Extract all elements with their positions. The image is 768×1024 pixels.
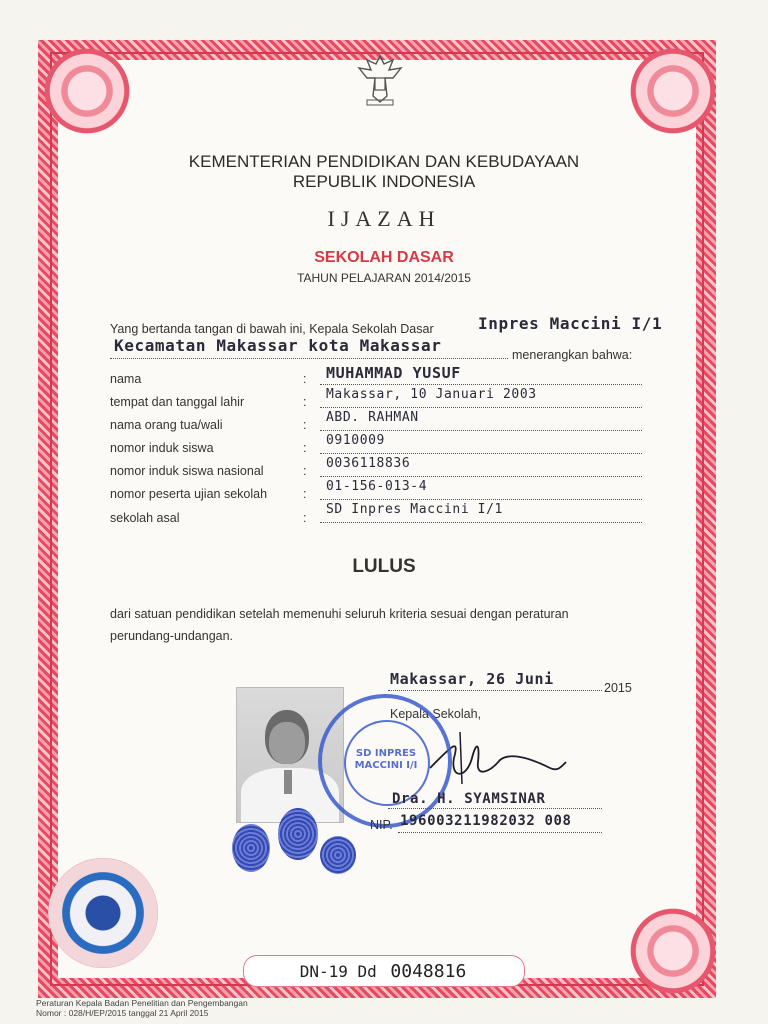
field-colon: :	[303, 511, 307, 525]
signature-place-date: Makassar, 26 Juni	[390, 670, 554, 688]
document-title: IJAZAH	[327, 206, 441, 231]
dotted-line	[320, 384, 642, 385]
footer-line-1: Peraturan Kepala Badan Penelitian dan Pengembangan	[36, 998, 248, 1008]
dotted-line	[320, 522, 642, 523]
result-lulus: LULUS	[352, 556, 416, 577]
dotted-line	[388, 808, 602, 809]
field-value-ttl: Makassar, 10 Januari 2003	[326, 387, 537, 402]
field-label-orang-tua: nama orang tua/wali	[110, 418, 223, 432]
serial-code: Dd	[357, 962, 377, 981]
field-colon: :	[303, 418, 307, 432]
nip-value: 196003211982032 008	[400, 813, 572, 829]
field-label-sekolah-asal: sekolah asal	[110, 511, 180, 525]
field-colon: :	[303, 487, 307, 501]
statement-line-1: dari satuan pendidikan setelah memenuhi seluruh kriteria sesuai dengan peraturan	[110, 607, 569, 621]
statement-line-2: perundang-undangan.	[110, 629, 234, 643]
school-name-handwritten: Inpres Maccini I/1	[478, 314, 663, 333]
field-value-sekolah-asal: SD Inpres Maccini I/1	[326, 502, 503, 517]
field-label-ttl: tempat dan tanggal lahir	[110, 395, 245, 409]
dotted-line	[110, 358, 508, 359]
stamp-text: SD INPRES MACCINI I/I	[354, 748, 418, 771]
school-level: SEKOLAH DASAR	[314, 249, 454, 266]
signature-role: Kepala Sekolah,	[390, 707, 482, 721]
serial-series: DN-19	[299, 962, 348, 981]
district-handwritten: Kecamatan Makassar kota Makassar	[114, 336, 442, 355]
signature-year: 2015	[604, 681, 632, 695]
dotted-line	[320, 453, 642, 454]
fingerprint-icon	[320, 836, 356, 874]
fingerprint-icon	[278, 808, 318, 860]
field-colon: :	[303, 372, 307, 386]
field-label-nama: nama	[110, 372, 142, 386]
footer-regulation	[36, 998, 248, 1018]
field-value-orang-tua: ABD. RAHMAN	[326, 410, 419, 425]
field-label-nomor-ujian: nomor peserta ujian sekolah	[110, 487, 268, 501]
field-value-nama: MUHAMMAD YUSUF	[326, 364, 461, 382]
garuda-emblem-icon	[355, 52, 405, 107]
photo-face	[269, 722, 305, 764]
dotted-line	[398, 832, 602, 833]
corner-ornament-top-right	[628, 46, 718, 136]
dotted-line	[320, 499, 642, 500]
field-value-nomor-ujian: 01-156-013-4	[326, 479, 428, 494]
dotted-line	[320, 476, 642, 477]
fingerprint-icon	[232, 824, 270, 872]
intro-text: Yang bertanda tangan di bawah ini, Kepala Sekolah Dasar	[110, 322, 434, 336]
photo-tie	[284, 770, 292, 794]
field-colon: :	[303, 395, 307, 409]
footer-line-2: Nomor : 028/H/EP/2015 tanggal 21 April 2015	[36, 1008, 209, 1018]
dotted-line	[388, 690, 602, 691]
nip-label: NIP.	[370, 818, 393, 832]
corner-ornament-top-left	[42, 46, 132, 136]
ministry-line-1: KEMENTERIAN PENDIDIKAN DAN KEBUDAYAAN	[188, 152, 580, 171]
serial-digits: 0048816	[390, 961, 467, 982]
field-value-nis: 0910009	[326, 433, 385, 448]
serial-number	[243, 961, 523, 982]
field-colon: :	[303, 441, 307, 455]
academic-year: TAHUN PELAJARAN 2014/2015	[297, 271, 471, 285]
intro-suffix: menerangkan bahwa:	[512, 348, 633, 362]
ministry-seal-icon	[48, 858, 158, 968]
field-value-nisn: 0036118836	[326, 456, 411, 471]
field-colon: :	[303, 464, 307, 478]
corner-ornament-bottom-right	[628, 906, 718, 996]
dotted-line	[320, 407, 642, 408]
field-label-nis: nomor induk siswa	[110, 441, 214, 455]
dotted-line	[320, 430, 642, 431]
ministry-line-2: REPUBLIK INDONESIA	[292, 172, 476, 191]
ministry-heading	[100, 152, 668, 192]
field-label-nisn: nomor induk siswa nasional	[110, 464, 264, 478]
signature-name: Dra. H. SYAMSINAR	[392, 791, 546, 807]
